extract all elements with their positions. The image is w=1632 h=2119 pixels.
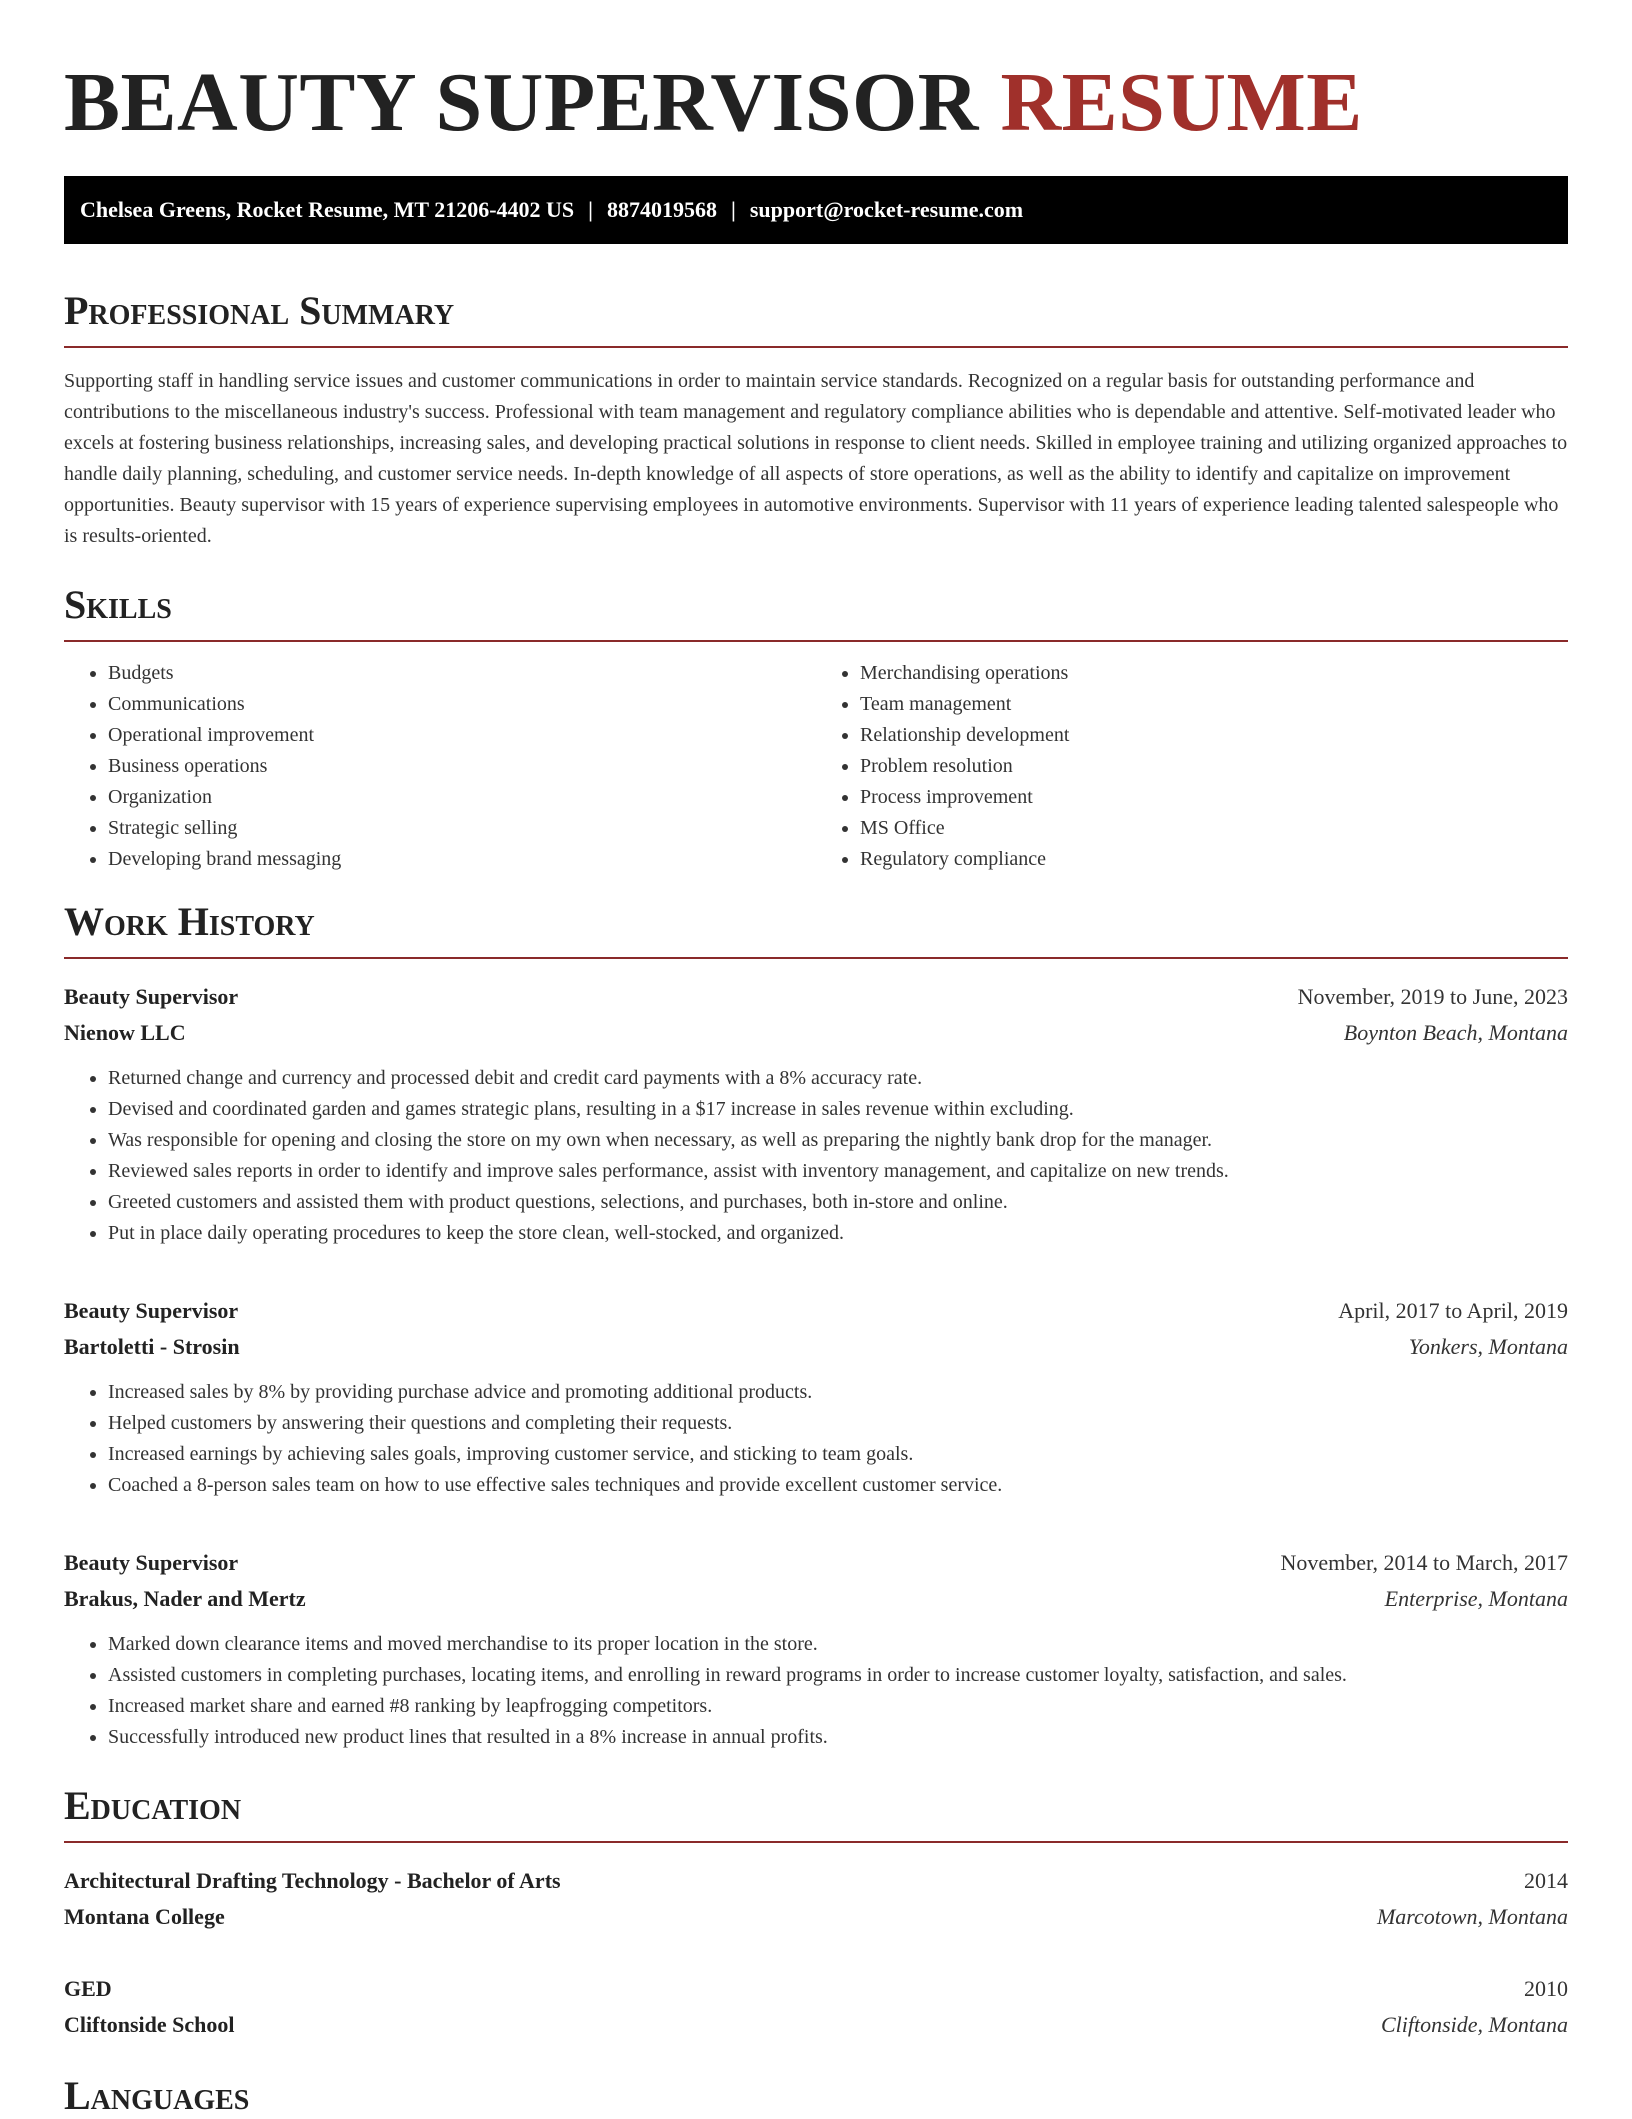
job-location: Yonkers, Montana bbox=[1408, 1334, 1568, 1359]
skill-item: • Problem resolution bbox=[860, 751, 1568, 782]
job-title: Beauty Supervisor bbox=[64, 984, 239, 1009]
job-company-row bbox=[64, 1329, 1568, 1365]
skills-grid bbox=[64, 658, 1568, 875]
section-divider bbox=[64, 640, 1568, 642]
contact-phone: 8874019568 bbox=[607, 197, 717, 222]
education-school-row bbox=[64, 2007, 1568, 2043]
education-school: Montana College bbox=[64, 1904, 225, 1929]
education-location: Cliftonside, Montana bbox=[1381, 2012, 1568, 2037]
education-degree: Architectural Drafting Technology - Bachelor of Arts bbox=[64, 1868, 561, 1893]
education-entry bbox=[64, 1863, 1568, 1935]
skills-list-right bbox=[816, 658, 1568, 875]
job-dates: April, 2017 to April, 2019 bbox=[1338, 1298, 1568, 1323]
job-bullet: • Returned change and currency and processed debit and credit card payments with a 8% accuracy rate. bbox=[108, 1063, 1568, 1094]
job-bullet: • Helped customers by answering their questions and completing their requests. bbox=[108, 1408, 1568, 1439]
education-heading: Education bbox=[64, 1783, 242, 1828]
job-bullet: • Increased earnings by achieving sales goals, improving customer service, and sticking to team goals. bbox=[108, 1439, 1568, 1470]
job-bullets bbox=[64, 1629, 1568, 1753]
job-company: Bartoletti - Strosin bbox=[64, 1334, 240, 1359]
skill-item: • Business operations bbox=[108, 751, 816, 782]
skill-item: • Developing brand messaging bbox=[108, 844, 816, 875]
skill-item: • Operational improvement bbox=[108, 720, 816, 751]
job-bullet: • Reviewed sales reports in order to identify and improve sales performance, assist with inventory management, and capitalize on new trends. bbox=[108, 1156, 1568, 1187]
job-bullet: • Increased sales by 8% by providing purchase advice and promoting additional products. bbox=[108, 1377, 1568, 1408]
job-title: Beauty Supervisor bbox=[64, 1298, 239, 1323]
resume-title-main: BEAUTY SUPERVISOR bbox=[64, 56, 979, 149]
section-divider bbox=[64, 1841, 1568, 1843]
resume-title-accent: RESUME bbox=[1000, 56, 1363, 149]
summary-heading: Professional Summary bbox=[64, 288, 455, 333]
job-header-row bbox=[64, 1293, 1568, 1329]
job-dates: November, 2014 to March, 2017 bbox=[1280, 1550, 1568, 1575]
job-dates: November, 2019 to June, 2023 bbox=[1297, 984, 1568, 1009]
job-company-row bbox=[64, 1581, 1568, 1617]
job-bullet: • Increased market share and earned #8 ranking by leapfrogging competitors. bbox=[108, 1691, 1568, 1722]
skill-item: • Budgets bbox=[108, 658, 816, 689]
education-degree-row bbox=[64, 1971, 1568, 2007]
job-header-row bbox=[64, 1545, 1568, 1581]
contact-separator: | bbox=[731, 197, 736, 222]
resume-title bbox=[64, 0, 1568, 148]
job-title: Beauty Supervisor bbox=[64, 1550, 239, 1575]
skill-item: • MS Office bbox=[860, 813, 1568, 844]
job-bullet: • Coached a 8-person sales team on how to use effective sales techniques and provide excellent customer service. bbox=[108, 1470, 1568, 1501]
job-company: Nienow LLC bbox=[64, 1020, 186, 1045]
section-divider bbox=[64, 346, 1568, 348]
job-bullets bbox=[64, 1377, 1568, 1501]
skills-list-left bbox=[64, 658, 816, 875]
skill-item: • Process improvement bbox=[860, 782, 1568, 813]
summary-text: Supporting staff in handling service issues and customer communications in order to maintain service standards. Recognized on a regular basis for outstanding performance and contributions to the miscellaneous industry's success. Professional with team management and regulatory compliance abilities who is dependable and attentive. Self-motivated leader who excels at fostering business relationships, increasing sales, and developing practical solutions in response to client needs. Skilled in employee training and utilizing organized approaches to handle daily planning, scheduling, and customer service needs. In-depth knowledge of all aspects of store operations, as well as the ability to identify and capitalize on improvement opportunities. Beauty supervisor with 15 years of experience supervising employees in automotive environments. Supervisor with 11 years of experience leading talented salespeople who is results-oriented. bbox=[64, 370, 1568, 547]
skill-item: • Relationship development bbox=[860, 720, 1568, 751]
skill-item: • Strategic selling bbox=[108, 813, 816, 844]
job-entry bbox=[64, 1293, 1568, 1501]
education-entry bbox=[64, 1971, 1568, 2043]
contact-bar bbox=[64, 176, 1568, 244]
education-school: Cliftonside School bbox=[64, 2012, 235, 2037]
job-bullet: • Marked down clearance items and moved merchandise to its proper location in the store. bbox=[108, 1629, 1568, 1660]
languages-heading: Languages bbox=[64, 2073, 250, 2118]
skill-item: • Communications bbox=[108, 689, 816, 720]
job-bullet: • Was responsible for opening and closing the store on my own when necessary, as well as preparing the nightly bank drop for the manager. bbox=[108, 1125, 1568, 1156]
section-divider bbox=[64, 957, 1568, 959]
education-school-row bbox=[64, 1899, 1568, 1935]
contact-separator: | bbox=[588, 197, 593, 222]
job-company-row bbox=[64, 1015, 1568, 1051]
education-location: Marcotown, Montana bbox=[1376, 1904, 1568, 1929]
skills-heading: Skills bbox=[64, 582, 172, 627]
job-entry bbox=[64, 1545, 1568, 1753]
skill-item: • Regulatory compliance bbox=[860, 844, 1568, 875]
job-location: Boynton Beach, Montana bbox=[1343, 1020, 1568, 1045]
skill-item: • Merchandising operations bbox=[860, 658, 1568, 689]
job-bullet: • Devised and coordinated garden and games strategic plans, resulting in a $17 increase in sales revenue within excluding. bbox=[108, 1094, 1568, 1125]
job-bullets bbox=[64, 1063, 1568, 1249]
job-header-row bbox=[64, 979, 1568, 1015]
education-year: 2014 bbox=[1524, 1868, 1568, 1893]
contact-address: Chelsea Greens, Rocket Resume, MT 21206-4402 US bbox=[80, 197, 575, 222]
contact-email: support@rocket-resume.com bbox=[749, 197, 1024, 222]
skill-item: • Team management bbox=[860, 689, 1568, 720]
job-bullet: • Successfully introduced new product lines that resulted in a 8% increase in annual profits. bbox=[108, 1722, 1568, 1753]
job-bullet: • Greeted customers and assisted them with product questions, selections, and purchases, both in-store and online. bbox=[108, 1187, 1568, 1218]
education-degree: GED bbox=[64, 1976, 112, 2001]
education-degree-row bbox=[64, 1863, 1568, 1899]
job-bullet: • Put in place daily operating procedures to keep the store clean, well-stocked, and organized. bbox=[108, 1218, 1568, 1249]
education-year: 2010 bbox=[1524, 1976, 1568, 2001]
skill-item: • Organization bbox=[108, 782, 816, 813]
work-history-heading: Work History bbox=[64, 899, 315, 944]
job-company: Brakus, Nader and Mertz bbox=[64, 1586, 306, 1611]
job-entry bbox=[64, 979, 1568, 1249]
job-location: Enterprise, Montana bbox=[1384, 1586, 1568, 1611]
job-bullet: • Assisted customers in completing purchases, locating items, and enrolling in reward programs in order to increase customer loyalty, satisfaction, and sales. bbox=[108, 1660, 1568, 1691]
